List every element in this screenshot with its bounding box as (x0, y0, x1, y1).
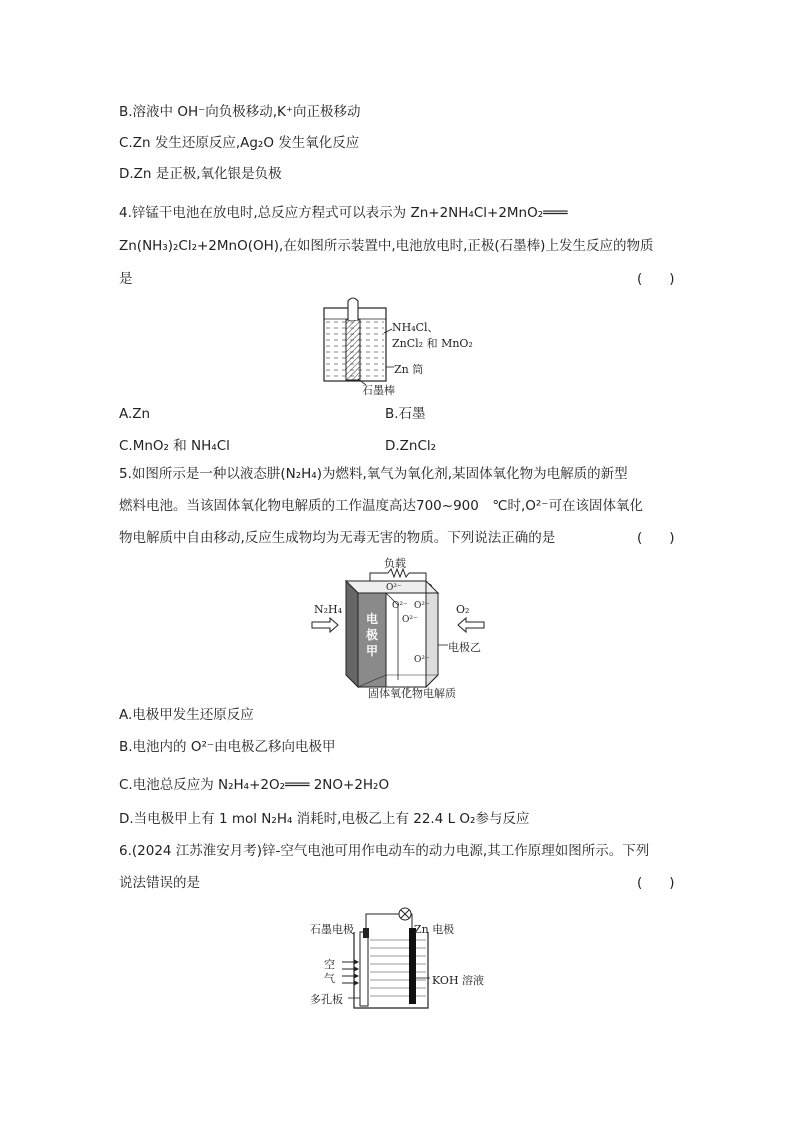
zn-electrode (409, 928, 416, 1004)
q5-answer-paren: ( ) (637, 530, 675, 546)
q6-label-air-1: 空 (324, 958, 335, 971)
q5-ion-2: O²⁻ (392, 601, 408, 611)
q5-fuel-cell-figure (308, 555, 498, 700)
q4-answer-paren: ( ) (637, 271, 675, 287)
q5-stem-line2: 燃料电池。当该固体氧化物电解质的工作温度高达700~900 ℃时,O²⁻可在该固体氧化 (119, 498, 643, 514)
q5-label-electrode-b: 电极乙 (448, 641, 481, 654)
q6-answer-paren: ( ) (637, 875, 675, 891)
q4-label-graphite-rod: 石墨棒 (362, 384, 395, 397)
q5-option-a: A.电极甲发生还原反应 (119, 707, 254, 723)
koh-solution (370, 940, 426, 996)
q6-label-plate: 多孔板 (310, 993, 343, 1006)
q5-stem-line1: 5.如图所示是一种以液态肼(N₂H₄)为燃料,氧气为氧化剂,某固体氧化物为电解质的新型 (119, 466, 628, 482)
graphite-electrode (363, 928, 369, 938)
q4-label-zn-can: Zn 筒 (394, 363, 424, 376)
q5-label-electrolyte: 固体氧化物电解质 (368, 687, 456, 700)
q5-label-electrode-a-2: 极 (366, 628, 379, 642)
q3-option-b: B.溶液中 OH⁻向负极移动,K⁺向正极移动 (119, 104, 361, 120)
q4-option-d: D.ZnCl₂ (385, 438, 437, 454)
fuel-inlet-arrow (312, 618, 338, 632)
q4-option-a: A.Zn (119, 406, 151, 422)
graphite-cap (348, 298, 358, 320)
q6-zinc-air-figure (310, 902, 510, 1014)
q4-option-c: C.MnO₂ 和 NH₄Cl (119, 438, 230, 454)
q5-label-electrode-a-3: 甲 (366, 644, 379, 658)
q5-ion-4: O²⁻ (402, 615, 418, 625)
q5-label-oxidant: O₂ (456, 603, 470, 616)
q5-ion-3: O²⁻ (414, 601, 430, 611)
q4-stem-line2: Zn(NH₃)₂Cl₂+2MnO(OH),在如图所示装置中,电池放电时,正极(石墨棒)上发生反应的物质 (119, 238, 654, 254)
q5-option-b: B.电池内的 O²⁻由电极乙移向电极甲 (119, 739, 336, 755)
q5-fuel-cell-diagram (308, 555, 498, 700)
q6-label-zn: Zn 电极 (414, 923, 455, 936)
q4-dry-cell-figure (318, 295, 488, 400)
q5-ion-5: O²⁻ (414, 655, 430, 665)
q4-stem-line3: 是 (119, 271, 133, 287)
q4-stem-line1: 4.锌锰干电池在放电时,总反应方程式可以表示为 Zn+2NH₄Cl+2MnO₂═══ (119, 205, 568, 221)
q5-ion-1: O²⁻ (386, 583, 402, 593)
oxygen-inlet-arrow (458, 618, 484, 632)
q5-label-fuel: N₂H₄ (314, 603, 343, 616)
electrode-a-side (346, 581, 358, 687)
q6-label-air-2: 气 (324, 972, 335, 985)
q5-option-c: C.电池总反应为 N₂H₄+2O₂═══ 2NO+2H₂O (119, 777, 390, 793)
q5-option-d: D.当电极甲上有 1 mol N₂H₄ 消耗时,电极乙上有 22.4 L O₂参与反应 (119, 811, 530, 827)
q3-option-d: D.Zn 是正极,氧化银是负极 (119, 166, 282, 182)
q5-stem-line3: 物电解质中自由移动,反应生成物均为无毒无害的物质。下列说法正确的是 (119, 530, 556, 546)
q4-label-electrolyte-1: NH₄Cl、 (392, 321, 439, 334)
q5-label-load: 负载 (384, 557, 406, 570)
q4-option-b: B.石墨 (385, 406, 426, 422)
q6-stem-line2: 说法错误的是 (119, 875, 200, 891)
q3-option-c: C.Zn 发生还原反应,Ag₂O 发生氧化反应 (119, 135, 360, 151)
q5-label-electrode-a-1: 电 (366, 612, 379, 626)
q6-stem-line1: 6.(2024 江苏淮安月考)锌-空气电池可用作电动车的动力电源,其工作原理如图所示。下列 (119, 843, 650, 859)
q6-label-koh: KOH 溶液 (432, 974, 485, 987)
q6-label-graphite: 石墨电极 (310, 923, 354, 936)
air-arrows (342, 960, 358, 985)
q4-label-electrolyte-2: ZnCl₂ 和 MnO₂ (392, 337, 473, 350)
graphite-rod (346, 320, 360, 380)
porous-plate (360, 932, 368, 1006)
